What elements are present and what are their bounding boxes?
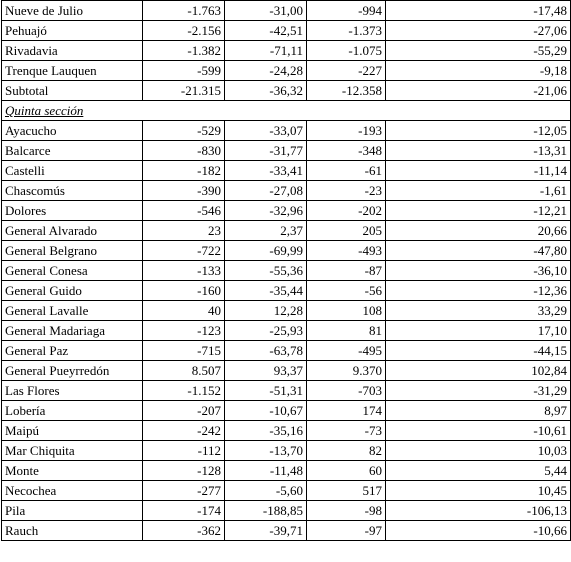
value-cell: -11,14: [386, 161, 571, 181]
municipality-cell: Chascomús: [2, 181, 143, 201]
value-cell: -348: [307, 141, 386, 161]
value-cell: -112: [143, 441, 225, 461]
municipality-cell: General Conesa: [2, 261, 143, 281]
municipality-cell: Mar Chiquita: [2, 441, 143, 461]
table-body-bottom: [2, 121, 571, 541]
table-row: [2, 61, 571, 81]
municipality-cell: Pila: [2, 501, 143, 521]
value-cell: -21,06: [386, 81, 571, 101]
table-row: [2, 181, 571, 201]
value-cell: 93,37: [225, 361, 307, 381]
municipality-cell: Necochea: [2, 481, 143, 501]
value-cell: -35,16: [225, 421, 307, 441]
value-cell: -51,31: [225, 381, 307, 401]
value-cell: -32,96: [225, 201, 307, 221]
table-row: [2, 481, 571, 501]
value-cell: -23: [307, 181, 386, 201]
section-blank-cell: [225, 101, 307, 121]
municipality-cell: Las Flores: [2, 381, 143, 401]
value-cell: -27,06: [386, 21, 571, 41]
municipality-cell: General Guido: [2, 281, 143, 301]
value-cell: -495: [307, 341, 386, 361]
data-table: [1, 0, 571, 541]
value-cell: -830: [143, 141, 225, 161]
value-cell: -27,08: [225, 181, 307, 201]
municipality-cell: Monte: [2, 461, 143, 481]
value-cell: -106,13: [386, 501, 571, 521]
value-cell: -56: [307, 281, 386, 301]
table-row: [2, 341, 571, 361]
municipality-cell: Subtotal: [2, 81, 143, 101]
value-cell: -202: [307, 201, 386, 221]
value-cell: 108: [307, 301, 386, 321]
value-cell: -1.763: [143, 1, 225, 21]
municipality-cell: General Alvarado: [2, 221, 143, 241]
table-row: [2, 161, 571, 181]
table-row: [2, 121, 571, 141]
value-cell: -722: [143, 241, 225, 261]
value-cell: 2,37: [225, 221, 307, 241]
value-cell: 60: [307, 461, 386, 481]
value-cell: -277: [143, 481, 225, 501]
value-cell: -55,36: [225, 261, 307, 281]
value-cell: -73: [307, 421, 386, 441]
value-cell: -24,28: [225, 61, 307, 81]
municipality-cell: Rauch: [2, 521, 143, 541]
value-cell: -71,11: [225, 41, 307, 61]
table-row: [2, 321, 571, 341]
value-cell: -17,48: [386, 1, 571, 21]
value-cell: 20,66: [386, 221, 571, 241]
value-cell: -31,29: [386, 381, 571, 401]
value-cell: -1.152: [143, 381, 225, 401]
value-cell: -97: [307, 521, 386, 541]
value-cell: 5,44: [386, 461, 571, 481]
value-cell: -36,32: [225, 81, 307, 101]
value-cell: -390: [143, 181, 225, 201]
value-cell: -69,99: [225, 241, 307, 261]
municipality-cell: General Paz: [2, 341, 143, 361]
table-row: [2, 521, 571, 541]
table-row: [2, 401, 571, 421]
value-cell: -242: [143, 421, 225, 441]
table-row: [2, 141, 571, 161]
table-row: [2, 1, 571, 21]
value-cell: -31,00: [225, 1, 307, 21]
table-row: [2, 21, 571, 41]
table-row: [2, 441, 571, 461]
value-cell: -1.075: [307, 41, 386, 61]
value-cell: -87: [307, 261, 386, 281]
value-cell: -529: [143, 121, 225, 141]
value-cell: -493: [307, 241, 386, 261]
value-cell: -9,18: [386, 61, 571, 81]
value-cell: 9.370: [307, 361, 386, 381]
value-cell: 10,45: [386, 481, 571, 501]
value-cell: -546: [143, 201, 225, 221]
value-cell: -44,15: [386, 341, 571, 361]
value-cell: -123: [143, 321, 225, 341]
municipality-cell: Balcarce: [2, 141, 143, 161]
value-cell: -10,61: [386, 421, 571, 441]
value-cell: -1,61: [386, 181, 571, 201]
table-row: [2, 501, 571, 521]
section-header-group: [2, 101, 571, 121]
value-cell: -182: [143, 161, 225, 181]
municipality-cell: Rivadavia: [2, 41, 143, 61]
value-cell: -12,05: [386, 121, 571, 141]
value-cell: 12,28: [225, 301, 307, 321]
municipality-cell: Maipú: [2, 421, 143, 441]
value-cell: -5,60: [225, 481, 307, 501]
value-cell: -207: [143, 401, 225, 421]
value-cell: -61: [307, 161, 386, 181]
table-row: [2, 461, 571, 481]
value-cell: -47,80: [386, 241, 571, 261]
value-cell: -21.315: [143, 81, 225, 101]
value-cell: -36,10: [386, 261, 571, 281]
value-cell: -703: [307, 381, 386, 401]
value-cell: -12.358: [307, 81, 386, 101]
value-cell: 23: [143, 221, 225, 241]
value-cell: 40: [143, 301, 225, 321]
table-row: [2, 241, 571, 261]
value-cell: -33,41: [225, 161, 307, 181]
municipality-cell: General Lavalle: [2, 301, 143, 321]
value-cell: -174: [143, 501, 225, 521]
table-row: [2, 361, 571, 381]
municipality-cell: General Pueyrredón: [2, 361, 143, 381]
municipality-cell: Castelli: [2, 161, 143, 181]
value-cell: -98: [307, 501, 386, 521]
value-cell: -362: [143, 521, 225, 541]
value-cell: -13,70: [225, 441, 307, 461]
table-row: [2, 381, 571, 401]
section-title: Quinta sección: [2, 101, 143, 121]
value-cell: -599: [143, 61, 225, 81]
section-blank-cell: [386, 101, 571, 121]
value-cell: 8.507: [143, 361, 225, 381]
municipality-cell: Pehuajó: [2, 21, 143, 41]
table-body-top: [2, 1, 571, 101]
section-blank-cell: [143, 101, 225, 121]
municipality-cell: Dolores: [2, 201, 143, 221]
value-cell: -1.382: [143, 41, 225, 61]
value-cell: -133: [143, 261, 225, 281]
table-row: [2, 261, 571, 281]
value-cell: -715: [143, 341, 225, 361]
value-cell: -11,48: [225, 461, 307, 481]
value-cell: -12,36: [386, 281, 571, 301]
value-cell: -1.373: [307, 21, 386, 41]
section-header-row: [2, 101, 571, 121]
table-row: [2, 221, 571, 241]
value-cell: 205: [307, 221, 386, 241]
section-blank-cell: [307, 101, 386, 121]
table-row: [2, 281, 571, 301]
value-cell: -994: [307, 1, 386, 21]
value-cell: -10,67: [225, 401, 307, 421]
value-cell: 82: [307, 441, 386, 461]
value-cell: -33,07: [225, 121, 307, 141]
value-cell: 33,29: [386, 301, 571, 321]
table-row: [2, 81, 571, 101]
value-cell: -193: [307, 121, 386, 141]
municipality-cell: Trenque Lauquen: [2, 61, 143, 81]
value-cell: -227: [307, 61, 386, 81]
value-cell: -160: [143, 281, 225, 301]
value-cell: -39,71: [225, 521, 307, 541]
value-cell: -13,31: [386, 141, 571, 161]
value-cell: -188,85: [225, 501, 307, 521]
table-row: [2, 421, 571, 441]
value-cell: 8,97: [386, 401, 571, 421]
value-cell: -35,44: [225, 281, 307, 301]
value-cell: 174: [307, 401, 386, 421]
value-cell: -12,21: [386, 201, 571, 221]
value-cell: 517: [307, 481, 386, 501]
value-cell: -128: [143, 461, 225, 481]
value-cell: -2.156: [143, 21, 225, 41]
table-row: [2, 301, 571, 321]
municipality-cell: General Belgrano: [2, 241, 143, 261]
table-row: [2, 41, 571, 61]
value-cell: 81: [307, 321, 386, 341]
value-cell: -55,29: [386, 41, 571, 61]
value-cell: -10,66: [386, 521, 571, 541]
value-cell: 102,84: [386, 361, 571, 381]
municipality-cell: Lobería: [2, 401, 143, 421]
value-cell: 10,03: [386, 441, 571, 461]
value-cell: -25,93: [225, 321, 307, 341]
value-cell: -63,78: [225, 341, 307, 361]
table-row: [2, 201, 571, 221]
value-cell: -42,51: [225, 21, 307, 41]
municipality-cell: Ayacucho: [2, 121, 143, 141]
municipality-cell: General Madariaga: [2, 321, 143, 341]
value-cell: 17,10: [386, 321, 571, 341]
value-cell: -31,77: [225, 141, 307, 161]
municipality-cell: Nueve de Julio: [2, 1, 143, 21]
